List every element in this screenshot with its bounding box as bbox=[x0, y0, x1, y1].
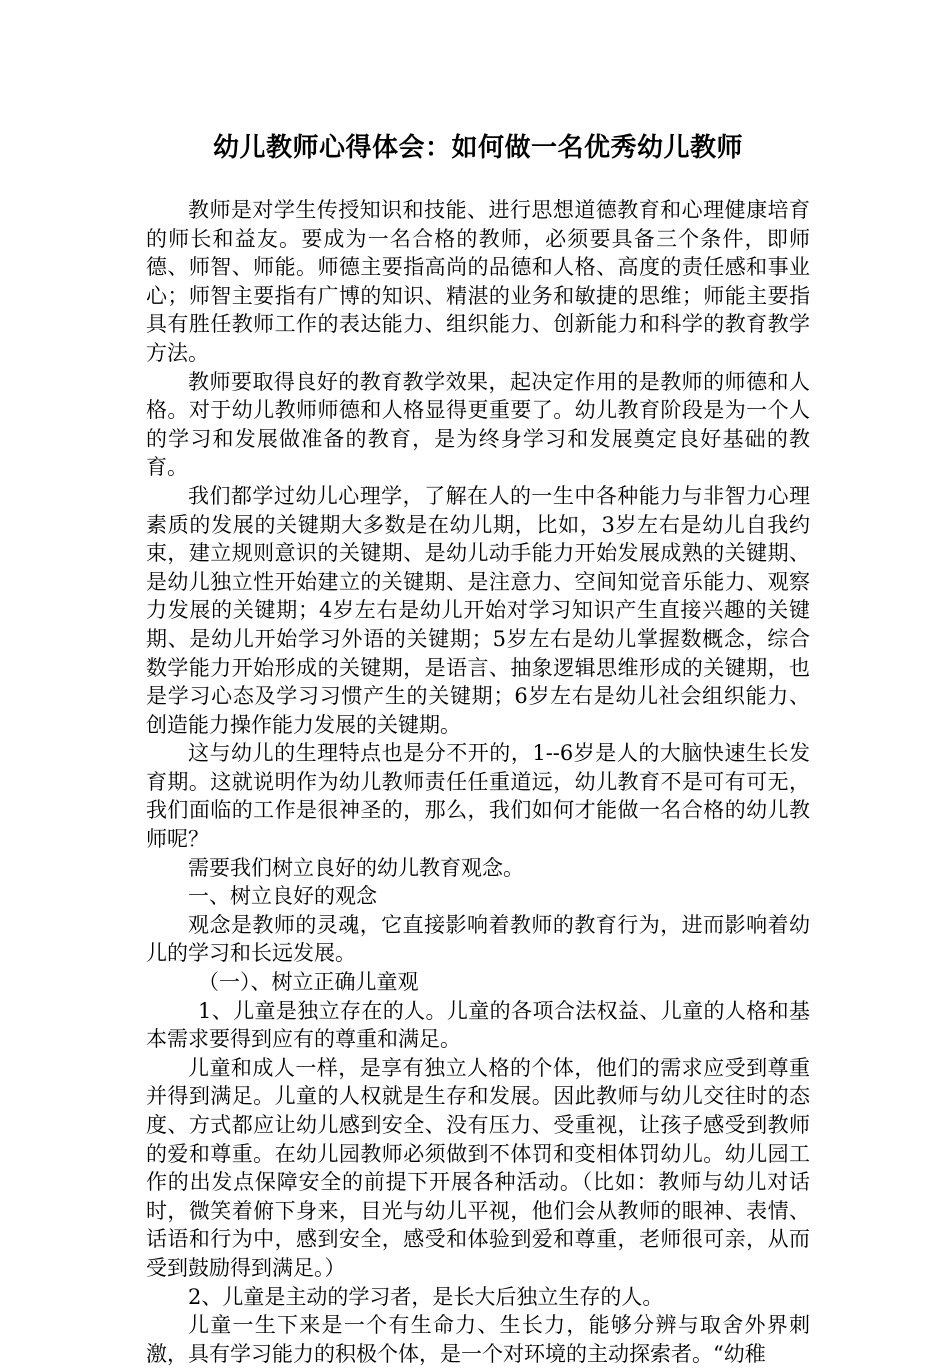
paragraph-active-learner: 儿童一生下来是一个有生命力、生长力，能够分辨与取舍外界刺激，具有学习能力的积极个体，是一个对环境的主动探索者。“幼稚 bbox=[146, 1313, 810, 1366]
paragraph-critical-periods: 我们都学过幼儿心理学，了解在人的一生中各种能力与非智力心理素质的发展的关键期大多数是在幼儿期，比如，3岁左右是幼儿自我约束，建立规则意识的关键期、是幼儿动手能力开始发展成熟的关键期、是幼儿独立性开始建立的关键期、是注意力、空间知觉音乐能力、观察力发展的关键期；4岁左右是幼儿开始对学习知识产生直接兴趣的关键期、是幼儿开始学习外语的关键期；5岁左右是幼儿掌握数概念，综合数学能力开始形成的关键期，是语言、抽象逻辑思维形成的关键期，也是学习心态及学习习惯产生的关键期；6岁左右是幼儿社会组织能力、创造能力操作能力发展的关键期。 bbox=[146, 483, 810, 737]
point-2: 2、儿童是主动的学习者，是长大后独立生存的人。 bbox=[188, 1284, 664, 1309]
document-title: 幼儿教师心得体会：如何做一名优秀幼儿教师 bbox=[212, 133, 743, 163]
section-heading-1: 一、树立良好的观念 bbox=[188, 884, 377, 909]
paragraph-concept-need: 需要我们树立良好的幼儿教育观念。 bbox=[188, 855, 524, 880]
paragraph-concept-soul: 观念是教师的灵魂，它直接影响着教师的教育行为，进而影响着幼儿的学习和长远发展。 bbox=[146, 912, 810, 966]
subsection-heading-1: （一）、树立正确儿童观 bbox=[198, 970, 419, 995]
point-1: 1、儿童是独立存在的人。儿童的各项合法权益、儿童的人格和基本需求要得到应有的尊重和满足。 bbox=[146, 998, 810, 1052]
paragraph-ethics: 教师要取得良好的教育教学效果，起决定作用的是教师的师德和人格。对于幼儿教师师德和人格显得更重要了。幼儿教育阶段是为一个人的学习和发展做准备的教育，是为终身学习和发展奠定良好基础的教育。 bbox=[146, 369, 810, 480]
paragraph-brain-growth: 这与幼儿的生理特点也是分不开的，1--6岁是人的大脑快速生长发育期。这就说明作为幼儿教师责任任重道远，幼儿教育不是可有可无，我们面临的工作是很神圣的，那么，我们如何才能做一名合格的幼儿教师呢？ bbox=[146, 741, 810, 852]
paragraph-child-rights: 儿童和成人一样，是享有独立人格的个体，他们的需求应受到尊重并得到满足。儿童的人权就是生存和发展。因此教师与幼儿交往时的态度、方式都应让幼儿感到安全、没有压力、受重视，让孩子感受到教师的爱和尊重。在幼儿园教师必须做到不体罚和变相体罚幼儿。幼儿园工作的出发点保障安全的前提下开展各种活动。（比如：教师与幼儿对话时，微笑着俯下身来，目光与幼儿平视，他们会从教师的眼神、表情、话语和行为中，感到安全，感受和体验到爱和尊重，老师很可亲，从而受到鼓励得到满足。） bbox=[146, 1055, 810, 1280]
document-body bbox=[146, 196, 810, 1368]
paragraph-intro: 教师是对学生传授知识和技能、进行思想道德教育和心理健康培育的师长和益友。要成为一名合格的教师，必须要具备三个条件，即师德、师智、师能。师德主要指高尚的品德和人格、高度的责任感和事业心；师智主要指有广博的知识、精湛的业务和敏捷的思维；师能主要指具有胜任教师工作的表达能力、组织能力、创新能力和科学的教育教学方法。 bbox=[146, 198, 810, 365]
